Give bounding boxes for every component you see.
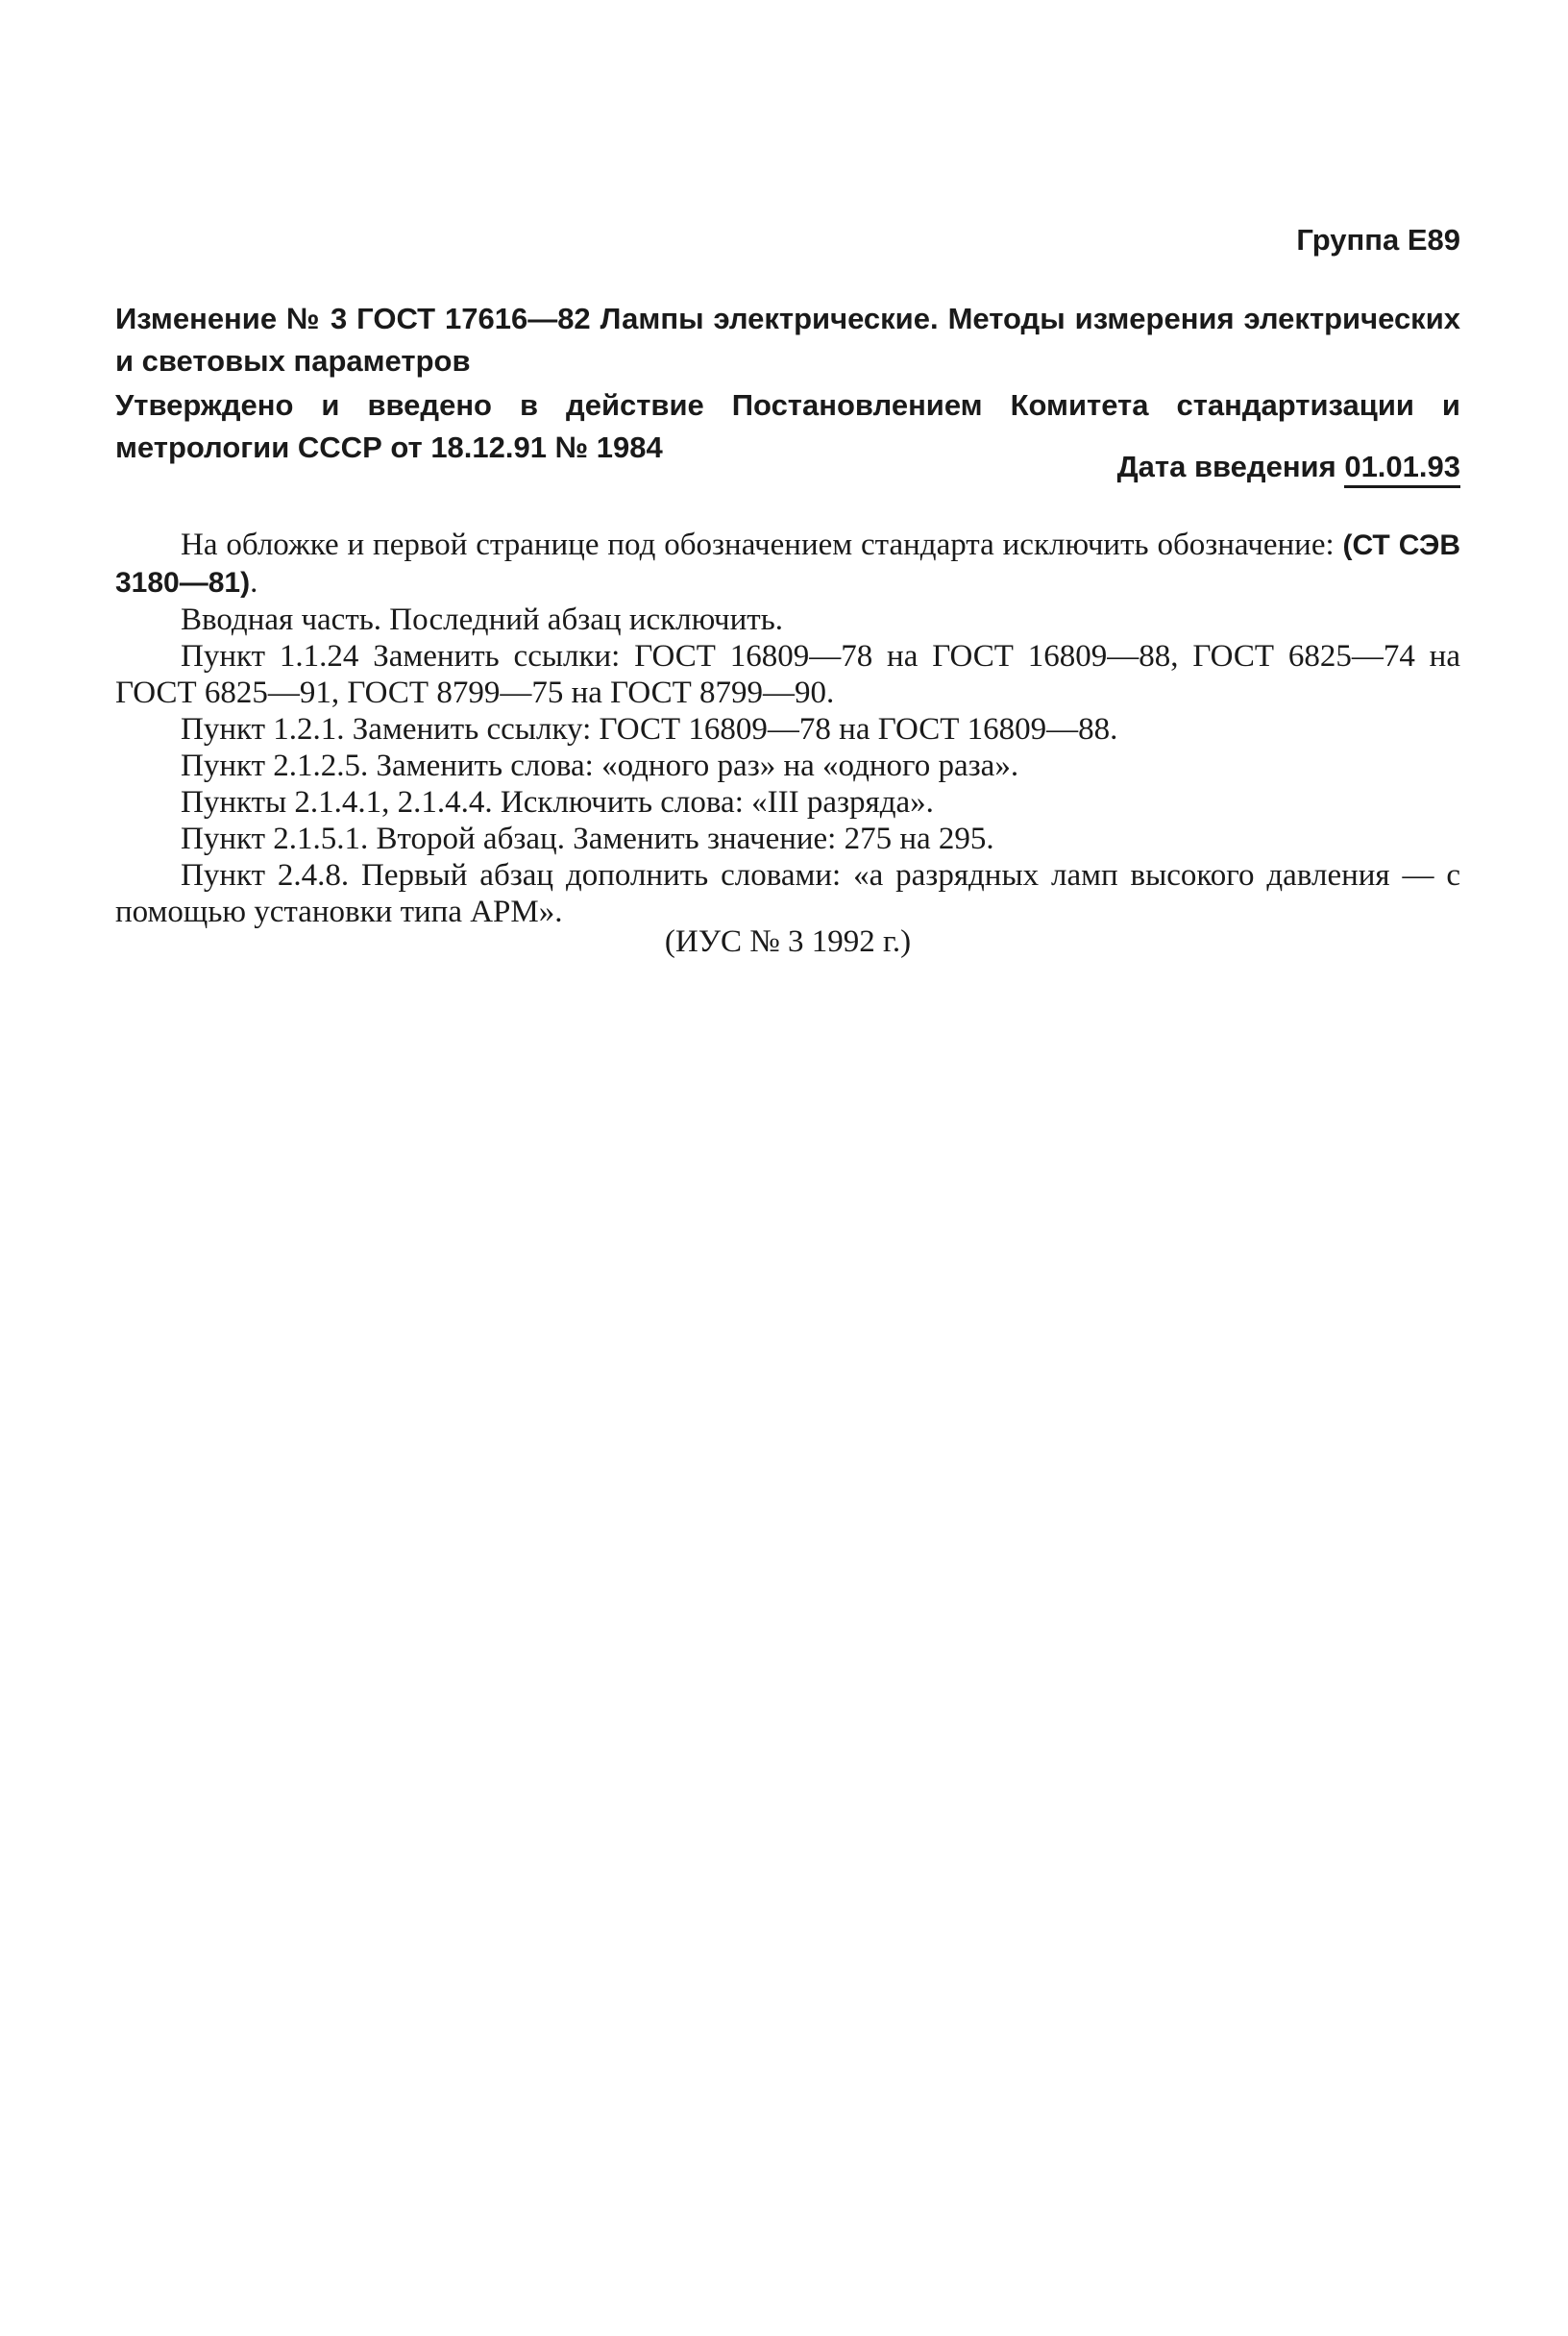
source-reference: (ИУС № 3 1992 г.)	[664, 924, 912, 959]
document-page	[115, 0, 1460, 2336]
approval-statement: Утверждено и введено в действие Постановлением Комитета стандартизации и метрологии СССР от 18.12.91 № 1984	[115, 388, 1460, 464]
introduction-date	[1117, 450, 1460, 484]
change-item: Пункт 2.4.8. Первый абзац дополнить словами: «а разрядных ламп высокого давления — с помощью установки типа АРМ».	[115, 858, 1460, 929]
date-value: 01.01.93	[1344, 450, 1460, 488]
group-label: Группа Е89	[1296, 223, 1460, 257]
change-item: Пункт 1.1.24 Заменить ссылки: ГОСТ 16809—78 на ГОСТ 16809—88, ГОСТ 6825—74 на ГОСТ 6825—91, ГОСТ 8799—75 на ГОСТ 8799—90.	[115, 639, 1460, 710]
change-item: Пункт 2.1.5.1. Второй абзац. Заменить значение: 275 на 295.	[181, 822, 994, 856]
change-item: Пункт 2.1.2.5. Заменить слова: «одного раз» на «одного раза».	[181, 749, 1019, 783]
change-item: Пункты 2.1.4.1, 2.1.4.4. Исключить слова: «III разряда».	[181, 785, 934, 820]
change-heading: Изменение № 3 ГОСТ 17616—82 Лампы электрические. Методы измерения электрических и световых параметров	[115, 302, 1460, 378]
change-item: На обложке и первой странице под обозначением стандарта исключить обозначение: (СТ СЭВ 3180—81).	[115, 528, 1460, 600]
date-label: Дата введения	[1116, 450, 1336, 483]
change-item: Пункт 1.2.1. Заменить ссылку: ГОСТ 16809—78 на ГОСТ 16809—88.	[181, 712, 1118, 747]
change-item: Вводная часть. Последний абзац исключить.	[181, 602, 784, 637]
change-list	[115, 527, 1460, 930]
